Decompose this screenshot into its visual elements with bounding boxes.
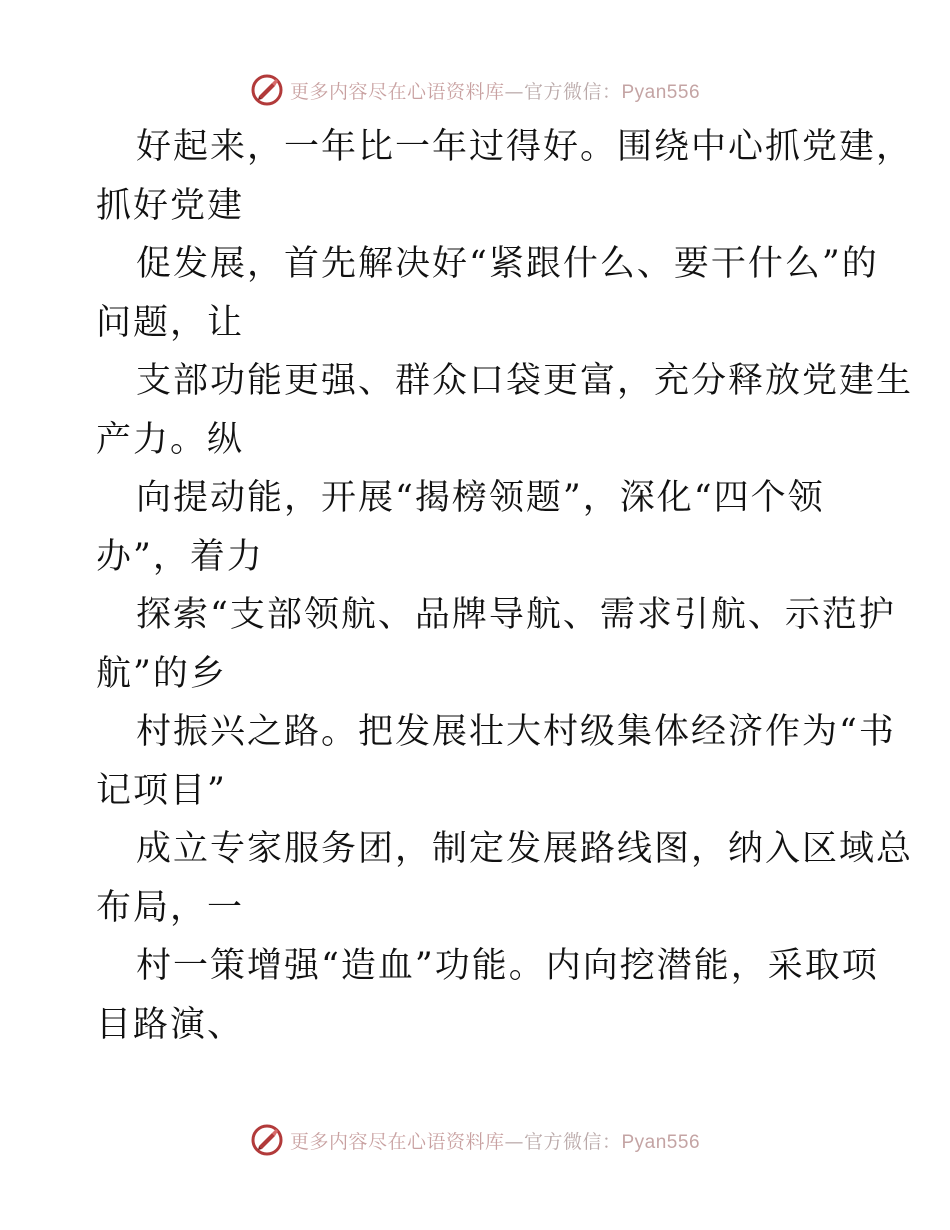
watermark-wechat-id: Pyan556 xyxy=(621,1131,701,1153)
header-watermark xyxy=(0,70,950,110)
text-line: 办”，着力 xyxy=(96,536,264,577)
watermark-brand: 更多内容尽在心语资料库 xyxy=(289,80,505,103)
text-line: 支部功能更强、群众口袋更富，充分释放党建生 xyxy=(136,361,914,401)
text-line: 探索“支部领航、品牌导航、需求引航、示范护 xyxy=(136,595,896,635)
document-body xyxy=(96,118,914,1054)
text-line: 好起来，一年比一年过得好。围绕中心抓党建， xyxy=(136,127,914,167)
pen-seal-logo-icon xyxy=(250,1123,284,1157)
text-line: 问题，让 xyxy=(96,302,245,343)
text-line: 向提动能，开展“揭榜领题”，深化“四个领 xyxy=(136,478,825,518)
text-line: 布局，一 xyxy=(96,887,245,928)
text-line: 产力。纵 xyxy=(96,419,245,460)
watermark-wechat-id: Pyan556 xyxy=(621,81,701,103)
watermark-label: 官方微信： xyxy=(523,1130,622,1153)
text-line: 目路演、 xyxy=(96,1004,245,1045)
text-line: 村振兴之路。把发展壮大村级集体经济作为“书 xyxy=(136,712,896,752)
watermark-brand: 更多内容尽在心语资料库 xyxy=(289,1130,505,1153)
text-line: 抓好党建 xyxy=(96,185,245,226)
footer-watermark xyxy=(0,1120,950,1160)
watermark-dash: — xyxy=(504,1130,524,1153)
watermark-dash: — xyxy=(504,80,524,103)
text-line: 航”的乡 xyxy=(96,653,227,694)
watermark-text xyxy=(290,77,700,104)
pen-seal-logo-icon xyxy=(250,73,284,107)
text-line: 村一策增强“造血”功能。内向挖潜能，采取项 xyxy=(136,946,879,986)
text-line: 成立专家服务团，制定发展路线图，纳入区域总 xyxy=(136,829,914,869)
text-line: 记项目” xyxy=(96,770,227,811)
watermark-text xyxy=(290,1127,700,1154)
watermark-label: 官方微信： xyxy=(523,80,622,103)
text-line: 促发展，首先解决好“紧跟什么、要干什么”的 xyxy=(136,244,879,284)
